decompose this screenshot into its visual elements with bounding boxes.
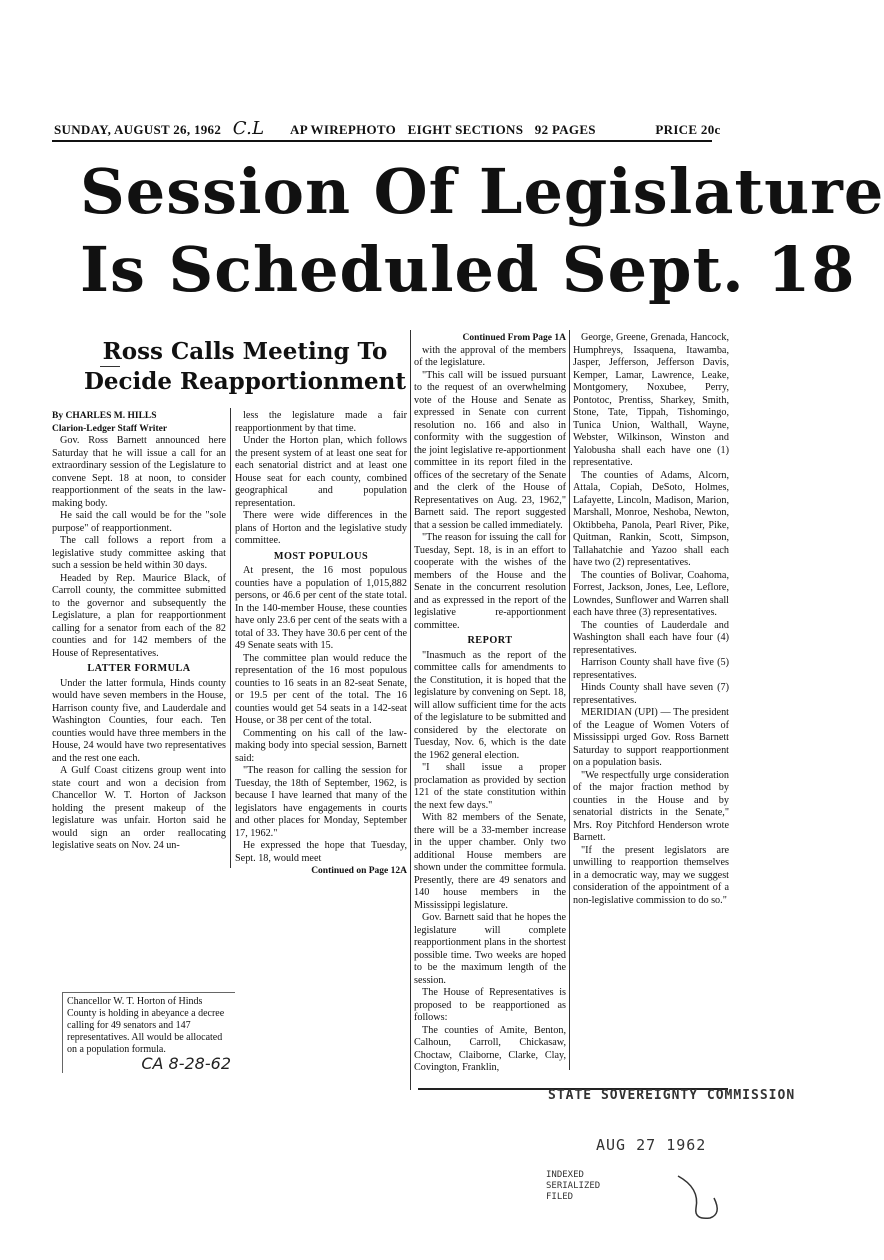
masthead-date: SUNDAY, AUGUST 26, 1962 (54, 122, 222, 137)
paragraph: A Gulf Coast citizens group went into state court and won a decision from Chancellor W. T. Horton of Jackson holding the present makeup of the legislature was unfair. Horton said he would sign an order reallocating legislative seats on Nov. 24 un- (52, 765, 226, 851)
continued-notice: Continued on Page 12A (311, 866, 407, 876)
paragraph: George, Greene, Grenada, Hancock, Humphreys, Issaquena, Itawamba, Jasper, Jefferson, Jefferson Davis, Kemper, Lamar, Lawrence, Leake, Montgomery, Noxubee, Perry, Pontotoc, Prentiss, Sharkey, Smith, Stone, Tate, Tippah, Tishomingo, Tunica Union, Walthall, Wayne, Webster, Wilkinson, Winston and Yalobusha shall each have one (1) representative. (573, 332, 729, 468)
paragraph: The call follows a report from a legislative study committee asking that such a session be held within 30 days. (52, 535, 226, 571)
article-column-3 (414, 332, 566, 1075)
section-heading: MOST POPULOUS (273, 550, 369, 562)
paragraph: less the legislature made a fair reapportionment by that time. (235, 410, 407, 434)
masthead-price: PRICE 20c (655, 122, 721, 137)
paragraph: At present, the 16 most populous counties have a population of 1,015,882 persons, or 46.6 per cent of the state total. In the 140-member House, these counties have only 23.6 per cent of the seats with a total of 33. They have 30.6 per cent of the 49 Senate seats with 15. (235, 565, 407, 651)
underline-flourish (100, 366, 120, 367)
subhead-line2: Decide Reapportionment (83, 368, 407, 395)
subhead-line1: Ross Calls Meeting To (102, 338, 388, 365)
paragraph: The counties of Adams, Alcorn, Attala, Copiah, DeSoto, Holmes, Lafayette, Lincoln, Madison, Marion, Marshall, Monroe, Neshoba, Newton, Oktibbeha, Panola, Pearl River, Pike, Quitman, Rankin, Scott, Simpson, Tallahatchie and Yazoo shall each have two (2) representatives. (573, 469, 729, 568)
stamp-filed: FILED (546, 1192, 574, 1202)
paragraph: He expressed the hope that Tuesday, Sept. 18, would meet (235, 840, 407, 864)
masthead-wire: AP WIREPHOTO (290, 122, 397, 137)
continued-from-notice: Continued From Page 1A (462, 333, 566, 343)
paragraph: The counties of Lauderdale and Washington shall each have four (4) representatives. (573, 619, 729, 656)
section-heading: LATTER FORMULA (87, 663, 191, 674)
paragraph: There were wide differences in the plans of Horton and the legislative study committee. (235, 510, 407, 546)
masthead (54, 118, 721, 139)
stamp-serialized: SERIALIZED (546, 1181, 601, 1191)
paragraph: Harrison County shall have five (5) representatives. (573, 657, 729, 681)
stamp-title: STATE SOVEREIGNTY COMMISSION (548, 1088, 796, 1103)
paragraph: "Inasmuch as the report of the committee calls for amendments to the Constitution, it is hoped that the legislature by convening on Sept. 18, will allow sufficient time for the acts of the legislature to be submitted and considered by the electorate on Tuesday, Nov. 6, which is the date the 1962 general election. (414, 649, 566, 761)
masthead-sections: EIGHT SECTIONS (407, 122, 524, 137)
masthead-pages: 92 PAGES (534, 122, 596, 137)
byline-author: By CHARLES M. HILLS (52, 411, 157, 421)
column-divider (569, 330, 570, 1070)
photo-caption (62, 992, 235, 1073)
stamp-indexed: INDEXED (546, 1170, 584, 1180)
article-column-4 (573, 332, 729, 907)
paragraph: "The reason for calling the session for Tuesday, the 18th of September, 1962, is because I have learned that many of the legislators have engagements in courts and other places for Monday, September 17, 1962." (235, 765, 407, 839)
paragraph: The counties of Amite, Benton, Calhoun, Carroll, Chickasaw, Choctaw, Claiborne, Clarke, Clay, Covington, Franklin, (414, 1024, 566, 1073)
article-column-2 (235, 410, 407, 878)
paragraph: with the approval of the members of the legislature. (414, 344, 566, 368)
paragraph: "The reason for issuing the call for Tuesday, Sept. 18, is in an effort to cooperate with the wishes of the members of the House and the Senate in the concurrent resolution and as expressed in the report of the legislative re-apportionment committee. (414, 532, 566, 631)
handwritten-mark: C.L (232, 118, 265, 139)
paragraph: Hinds County shall have seven (7) representatives. (573, 682, 729, 706)
paragraph: "I shall issue a proper proclamation as provided by section 121 of the state constitution within the next few days." (414, 762, 566, 811)
paragraph: Headed by Rep. Maurice Black, of Carroll county, the committee submitted to the governor and subsequently the Legislature, a plan for reapportionment calling for a senator from each of the 82 counties and for 142 members of the House of Representatives. (52, 572, 226, 659)
caption-handwritten-date: CA 8-28-62 (141, 1054, 231, 1073)
paragraph: MERIDIAN (UPI) — The president of the League of Women Voters of Mississippi urged Gov. Ross Barnett Saturday to support reapportionment on a population basis. (573, 707, 729, 768)
paragraph: With 82 members of the Senate, there will be a 33-member increase in the upper chamber. Only two additional House members are shown under the committee formula. Presently, there are 49 senators and 140 house members in the Mississippi legislature. (414, 812, 566, 911)
paragraph: "This call will be issued pursuant to the request of an overwhelming vote of the House and Senate as expressed in Senate con current resolution no. 166 and also in conformity with the suggestion of the joint legislative re-apportionment committee in its report filed in the offices of the secretary of the Senate and the clerk of the House of Representatives on Aug. 23, 1962," Barnett said. The report suggested that a session be called immediately. (414, 369, 566, 531)
paragraph: "We respectfully urge consideration of the major fraction method by counties in the House and by senatorial districts in the Senate," Mrs. Roy Pitchford Henderson wrote Barnett. (573, 769, 729, 843)
column-divider (410, 330, 411, 1090)
headline-line2: Is Scheduled Sept. 18 (80, 233, 856, 306)
paragraph: He said the call would be for the "sole purpose" of reapportionment. (52, 510, 226, 534)
signature-scribble (670, 1168, 730, 1228)
headline-line1: Session Of Legislature (80, 155, 884, 228)
paragraph: The House of Representatives is proposed to be reapportioned as follows: (414, 987, 566, 1023)
article-column-1 (52, 410, 226, 853)
column-divider (230, 408, 231, 868)
stamp-log (546, 1170, 600, 1203)
paragraph: Under the Horton plan, which follows the present system of at least one seat for each senatorial district and at least one House seat for each county, combined geographical and population representation. (235, 435, 407, 509)
paragraph: The counties of Bolivar, Coahoma, Forrest, Jackson, Jones, Lee, Leflore, Lowndes, Sunflower and Warren shall each have three (3) representatives. (573, 569, 730, 618)
section-heading: REPORT (467, 635, 513, 646)
paragraph: "If the present legislators are unwilling to reapportion themselves in a democratic way, may we suggest consideration of the appointment of a non-legislative commission to do so." (573, 844, 729, 906)
paragraph: Gov. Barnett said that he hopes the legislature will complete reapportionment plans in the shortest possible time. Two weeks are hoped to be the maximum length of the session. (414, 912, 566, 986)
paragraph: The committee plan would reduce the representation of the 16 most populous counties to 16 seats in an 82-seat Senate, or 19.5 per cent of the total. The 16 counties would get 54 seats in a 142-seat House, or 38 per cent of the total. (235, 652, 407, 726)
masthead-rule (52, 140, 712, 142)
byline-title: Clarion-Ledger Staff Writer (52, 423, 168, 434)
stamp-date: AUG 27 1962 (596, 1136, 707, 1154)
caption-text: Chancellor W. T. Horton of Hinds County is holding in abeyance a decree calling for 49 senators and 147 representatives. All would be allocated on a population formula. (67, 996, 225, 1055)
paragraph: Under the latter formula, Hinds county would have seven members in the House, Harrison county five, and Lauderdale and Washington Counties, four each. Ten counties would have three members in the House, 24 would have two representatives and the rest one each. (52, 677, 226, 764)
paragraph: Commenting on his call of the law-making body into special session, Barnett said: (235, 727, 407, 764)
paragraph: Gov. Ross Barnett announced here Saturday that he will issue a call for an extraordinary session of the Legislature to convene Sept. 18 at noon, to consider reapportionment of the seats in the law-making body. (52, 435, 226, 509)
